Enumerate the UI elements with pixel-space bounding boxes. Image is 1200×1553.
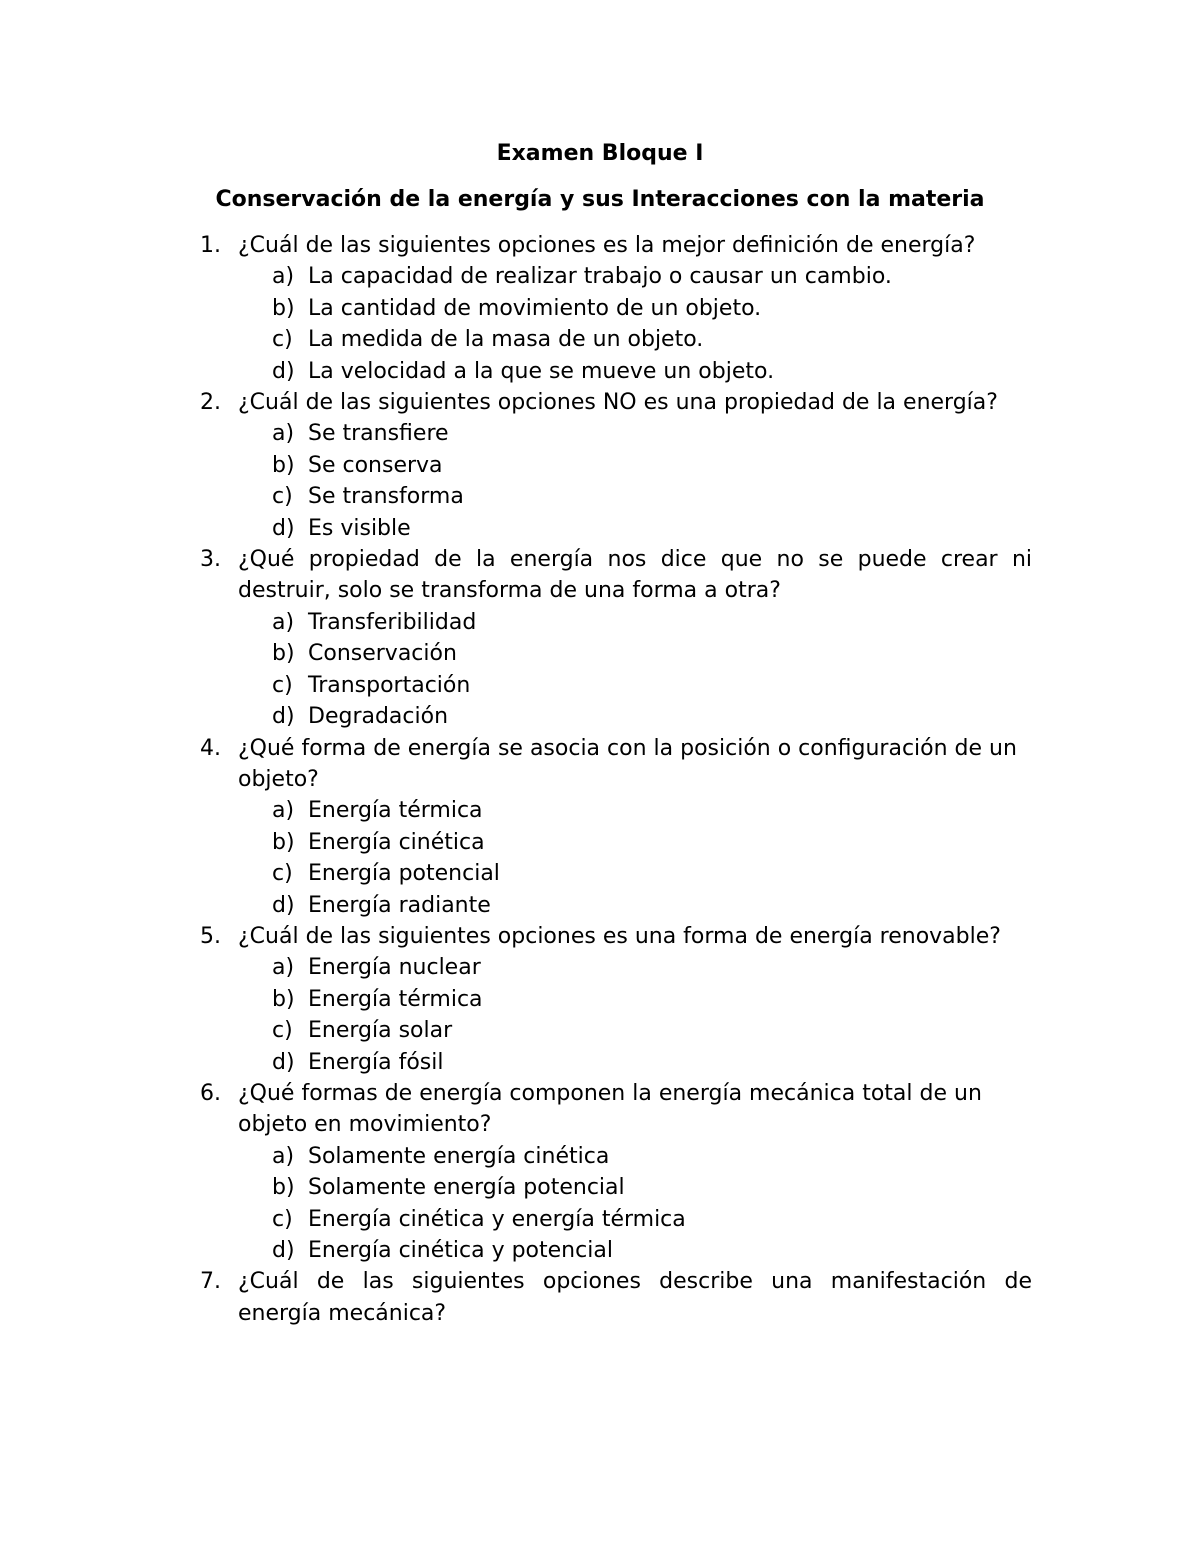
option-a	[238, 607, 1032, 638]
option-letter: b)	[272, 1175, 295, 1201]
option-c	[238, 481, 1032, 512]
option-letter: d)	[272, 892, 295, 918]
question-number: 7.	[200, 1269, 221, 1295]
option-text: La capacidad de realizar trabajo o causar un cambio.	[308, 264, 892, 290]
option-b	[238, 293, 1032, 324]
option-letter: d)	[272, 515, 295, 541]
question-text: ¿Cuál de las siguientes opciones es la mejor definición de energía?	[238, 233, 976, 258]
option-b	[238, 638, 1032, 669]
document-title: Examen Bloque I	[496, 141, 704, 166]
option-text: La velocidad a la que se mueve un objeto.	[308, 358, 775, 384]
question-text: ¿Cuál de las siguientes opciones describe una manifestación de energía mecánica?	[238, 1269, 1032, 1326]
question-text: ¿Cuál de las siguientes opciones NO es una propiedad de la energía?	[238, 390, 998, 416]
option-c	[238, 858, 1032, 889]
option-c	[238, 324, 1032, 355]
option-d	[238, 513, 1032, 544]
question-number: 2.	[200, 390, 221, 416]
option-list	[238, 1141, 1032, 1267]
question-text: ¿Qué forma de energía se asocia con la posición o configuración de un objeto?	[238, 735, 1017, 792]
option-a	[238, 952, 1032, 983]
option-letter: a)	[272, 609, 295, 635]
option-letter: c)	[272, 672, 293, 698]
option-b	[238, 984, 1032, 1015]
option-text: Se transforma	[308, 484, 464, 510]
document-subtitle: Conservación de la energía y sus Interacciones con la materia	[215, 187, 985, 212]
option-list	[238, 795, 1032, 921]
option-text: Energía solar	[308, 1018, 453, 1044]
question-text: ¿Qué propiedad de la energía nos dice que no se puede crear ni destruir, solo se transforma de una forma a otra?	[238, 547, 1032, 604]
option-text: Degradación	[308, 704, 449, 730]
question-list	[0, 230, 1200, 1329]
question-2	[0, 387, 1032, 544]
option-c	[238, 1204, 1032, 1235]
option-b	[238, 1172, 1032, 1203]
question-text: ¿Cuál de las siguientes opciones es una forma de energía renovable?	[238, 923, 1001, 949]
option-text: Energía térmica	[308, 798, 483, 824]
question-3	[0, 544, 1032, 732]
option-text: Se transfiere	[308, 421, 449, 447]
option-c	[238, 1015, 1032, 1046]
option-text: Solamente energía cinética	[308, 1143, 610, 1169]
option-d	[238, 1047, 1032, 1078]
option-letter: a)	[272, 264, 295, 290]
option-letter: b)	[272, 986, 295, 1012]
option-letter: c)	[272, 1018, 293, 1044]
option-d	[238, 1235, 1032, 1266]
option-d	[238, 890, 1032, 921]
option-list	[238, 418, 1032, 544]
option-text: Energía radiante	[308, 892, 491, 918]
question-5	[0, 921, 1032, 1078]
option-d	[238, 701, 1032, 732]
option-text: Transferibilidad	[308, 609, 477, 635]
question-number: 6.	[200, 1080, 221, 1106]
question-6	[0, 1078, 1032, 1266]
option-letter: b)	[272, 295, 295, 321]
option-letter: c)	[272, 1206, 293, 1232]
option-text: Energía fósil	[308, 1049, 444, 1075]
option-list	[238, 952, 1032, 1078]
option-a	[238, 1141, 1032, 1172]
question-4	[0, 733, 1032, 921]
option-text: Conservación	[308, 641, 457, 667]
option-letter: a)	[272, 955, 295, 981]
option-text: Energía térmica	[308, 986, 483, 1012]
option-letter: d)	[272, 358, 295, 384]
question-1	[0, 230, 1032, 387]
option-b	[238, 827, 1032, 858]
option-letter: c)	[272, 861, 293, 887]
question-text: ¿Qué formas de energía componen la energía mecánica total de un objeto en movimiento?	[238, 1080, 982, 1138]
option-text: La cantidad de movimiento de un objeto.	[308, 295, 762, 321]
question-number: 3.	[200, 547, 221, 573]
option-letter: a)	[272, 798, 295, 824]
option-letter: d)	[272, 704, 295, 730]
option-letter: c)	[272, 484, 293, 510]
option-a	[238, 795, 1032, 826]
option-text: Energía cinética y potencial	[308, 1238, 613, 1263]
option-d	[238, 356, 1032, 387]
option-letter: a)	[272, 421, 295, 447]
option-letter: a)	[272, 1143, 295, 1169]
option-letter: b)	[272, 641, 295, 667]
option-text: Energía potencial	[308, 861, 500, 887]
option-c	[238, 670, 1032, 701]
option-letter: d)	[272, 1238, 295, 1263]
question-7	[0, 1266, 1032, 1329]
option-a	[238, 261, 1032, 292]
option-letter: b)	[272, 452, 295, 478]
option-text: Energía cinética	[308, 829, 485, 855]
option-text: Energía nuclear	[308, 955, 481, 981]
option-a	[238, 418, 1032, 449]
option-text: Solamente energía potencial	[308, 1175, 625, 1201]
question-number: 5.	[200, 923, 221, 949]
option-b	[238, 450, 1032, 481]
option-text: Se conserva	[308, 452, 443, 478]
option-text: Energía cinética y energía térmica	[308, 1206, 686, 1232]
option-letter: b)	[272, 829, 295, 855]
option-list	[238, 607, 1032, 733]
option-list	[238, 261, 1032, 387]
option-letter: c)	[272, 327, 293, 353]
question-number: 4.	[200, 735, 221, 761]
option-text: Transportación	[308, 672, 471, 698]
question-number: 1.	[200, 233, 221, 258]
option-text: La medida de la masa de un objeto.	[308, 327, 704, 353]
option-letter: d)	[272, 1049, 295, 1075]
option-text: Es visible	[308, 515, 411, 541]
